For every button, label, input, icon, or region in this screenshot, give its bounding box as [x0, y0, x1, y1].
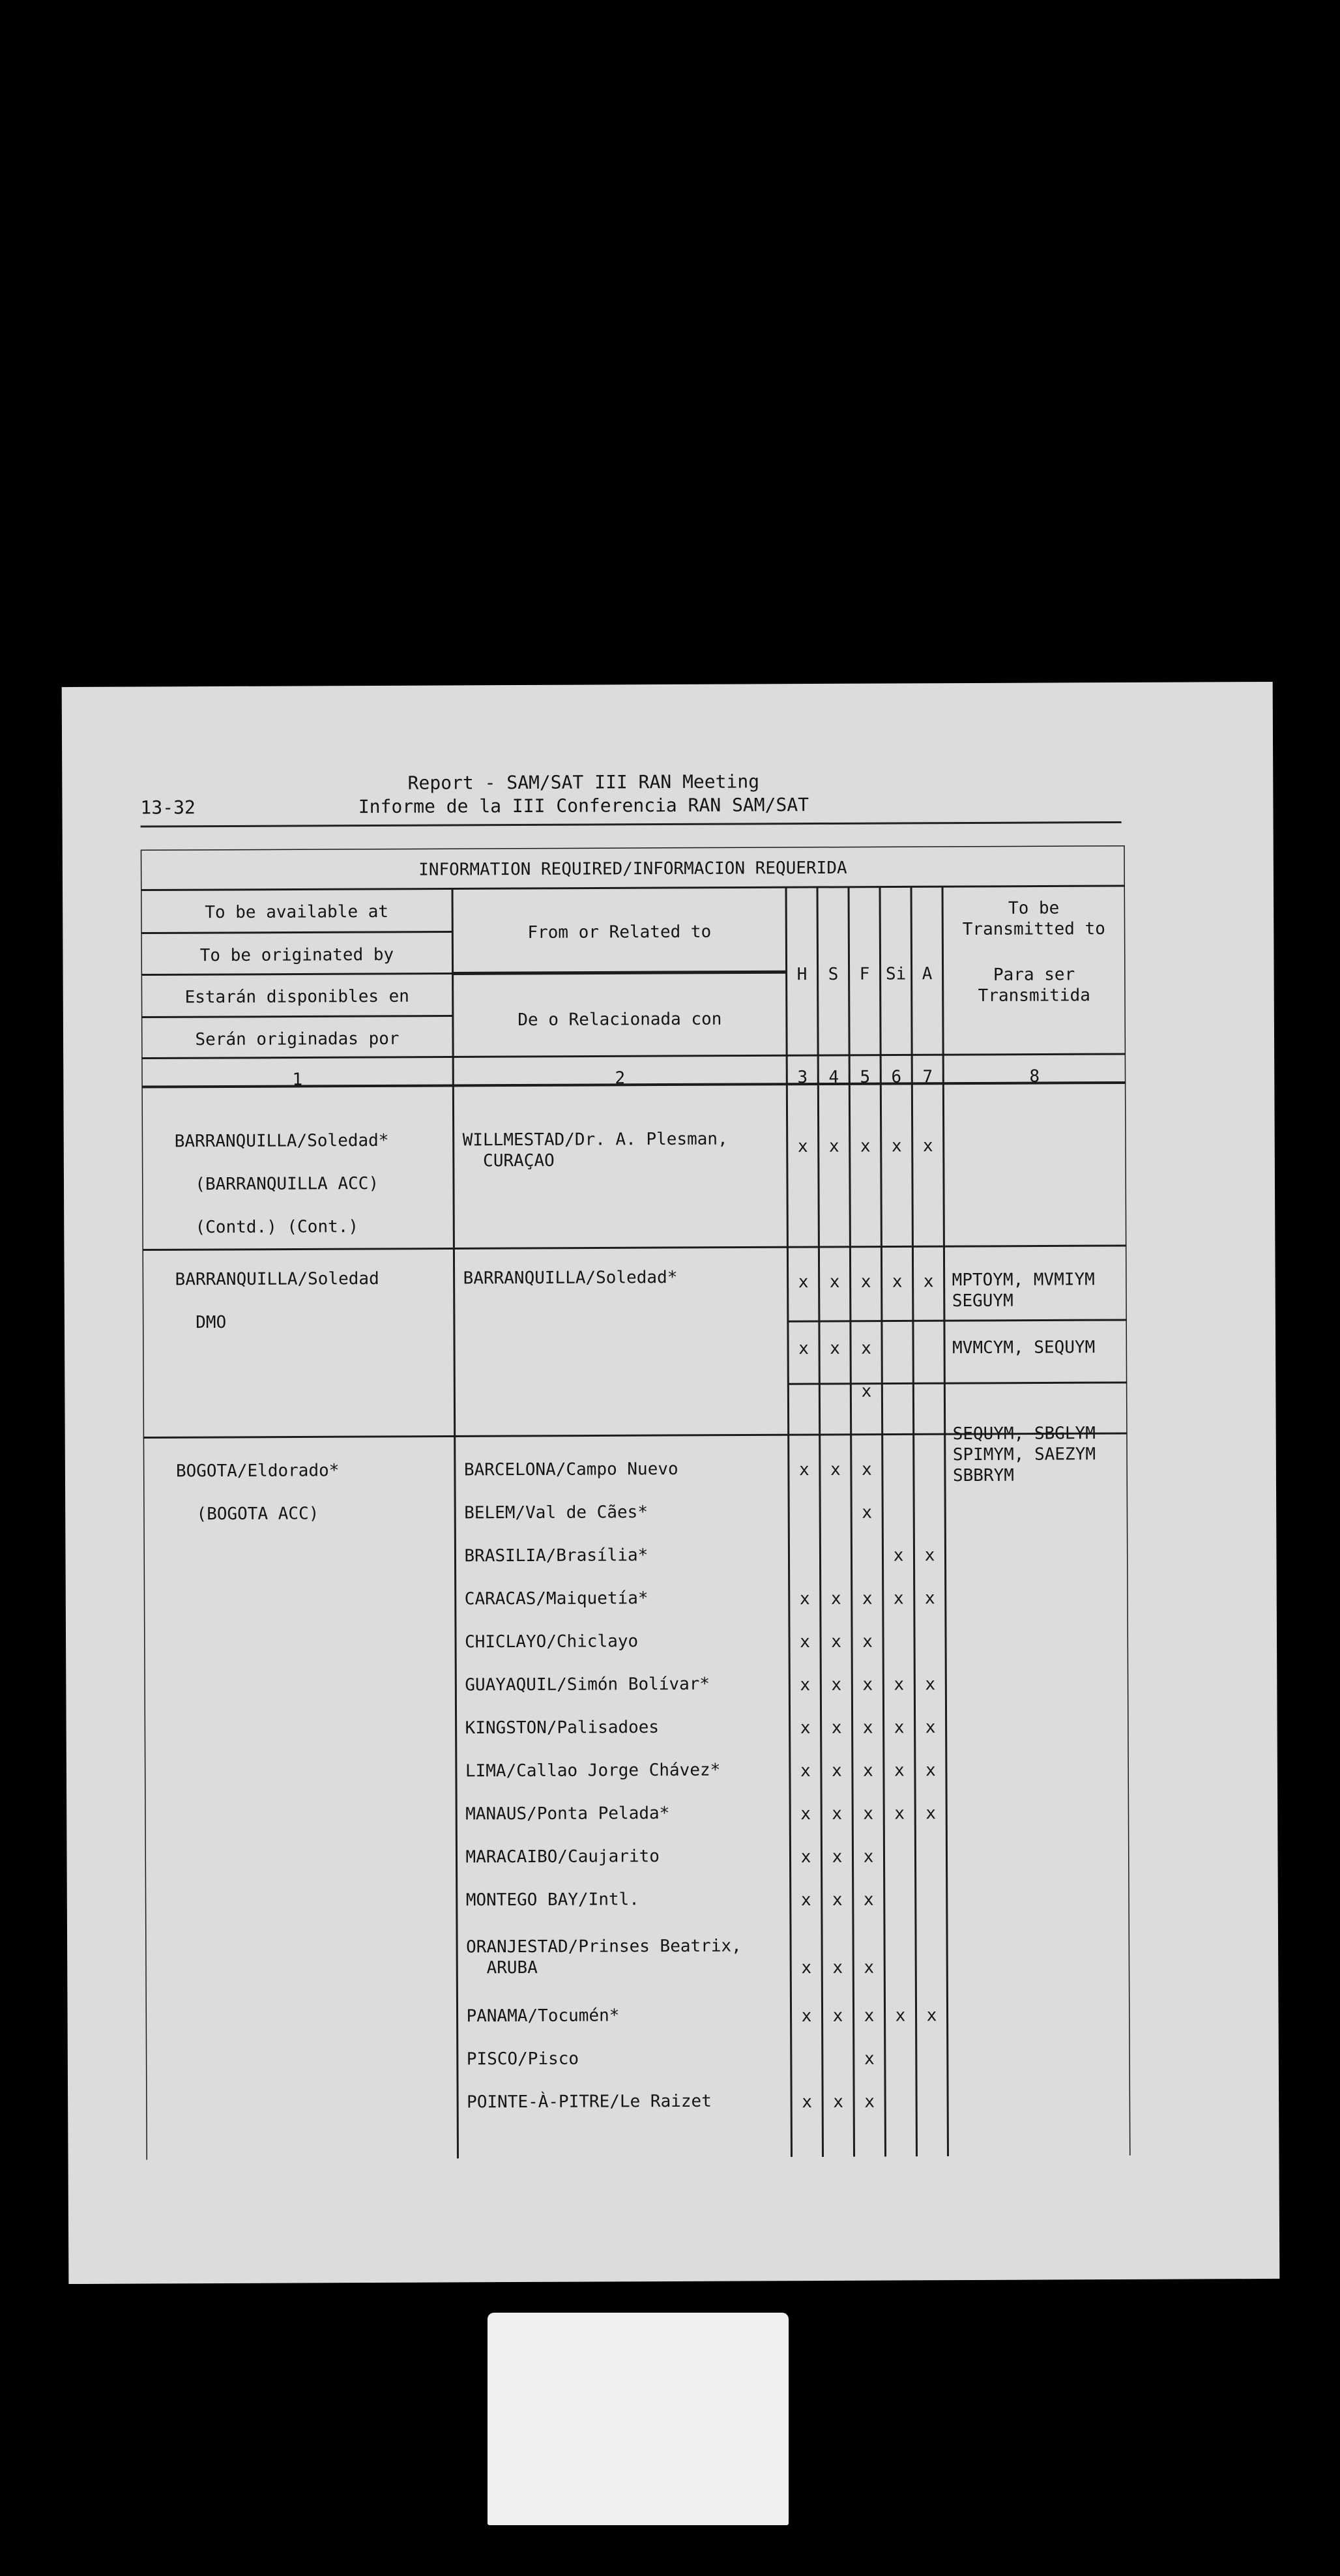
type-mark: x	[894, 1675, 905, 1695]
type-mark: x	[800, 1718, 811, 1738]
location-cell: MONTEGO BAY/Intl.	[465, 1890, 639, 1910]
type-mark: x	[800, 1675, 811, 1695]
location-cell: BELEM/Val de Cães*	[464, 1502, 648, 1523]
location-cell: KINGSTON/Palisadoes	[465, 1718, 660, 1738]
column-number-8: 8	[1029, 1066, 1040, 1087]
station-line: BOGOTA/Eldorado*	[175, 1461, 340, 1482]
type-mark: x	[800, 1890, 811, 1910]
type-mark: x	[864, 2049, 875, 2069]
type-mark: x	[830, 1588, 841, 1609]
report-title-spanish: Informe de la III Conferencia RAN SAM/SAT	[358, 794, 809, 818]
grid-line	[141, 931, 452, 933]
paper-slip	[488, 2313, 789, 2525]
grid-line	[1125, 845, 1131, 2156]
location-cell: WILLMESTAD/Dr. A. Plesman, CURAÇAO	[462, 1129, 728, 1171]
type-mark: x	[862, 1632, 873, 1652]
type-mark: x	[831, 1675, 842, 1695]
type-mark: x	[925, 1675, 936, 1695]
header-rule	[141, 821, 1122, 828]
location-cell: CHICLAYO/Chiclayo	[464, 1632, 639, 1652]
location-cell: MARACAIBO/Caujarito	[465, 1847, 660, 1867]
type-mark: x	[832, 1957, 843, 1978]
grid-line	[453, 972, 787, 973]
type-mark: x	[891, 1136, 902, 1156]
type-mark: x	[828, 1136, 839, 1156]
grid-line	[141, 845, 1125, 850]
table-main-heading: INFORMATION REQUIRED/INFORMACION REQUERIDA	[418, 858, 847, 880]
type-mark: x	[923, 1272, 934, 1292]
type-mark: x	[862, 1459, 872, 1480]
grid-line	[141, 1054, 1126, 1059]
column-number-6: 6	[891, 1067, 902, 1087]
column-number-1: 1	[292, 1070, 303, 1090]
location-cell: CARACAS/Maiquetía*	[464, 1588, 648, 1609]
type-mark: x	[831, 1632, 841, 1652]
type-mark: x	[800, 1761, 811, 1781]
location-cell: BRASILIA/Brasília*	[464, 1545, 648, 1566]
type-mark: x	[924, 1545, 935, 1566]
location-cell: PISCO/Pisco	[466, 2049, 579, 2070]
type-mark: x	[798, 1272, 809, 1293]
type-header-si: Si	[885, 964, 907, 984]
type-header-a: A	[922, 964, 933, 984]
type-mark: x	[832, 1847, 843, 1867]
type-mark: x	[926, 2006, 937, 2026]
column-number-2: 2	[615, 1068, 626, 1089]
type-mark: x	[799, 1460, 809, 1480]
type-mark: x	[830, 1459, 841, 1480]
location-cell: ORANJESTAD/Prinses Beatrix, ARUBA	[466, 1936, 742, 1978]
type-mark: x	[893, 1545, 904, 1566]
type-mark: x	[860, 1272, 871, 1292]
type-mark: x	[925, 1718, 936, 1738]
type-mark: x	[894, 1718, 905, 1738]
grid-line	[142, 1246, 1126, 1250]
type-mark: x	[864, 2006, 875, 2026]
grid-line	[788, 1320, 1127, 1321]
type-mark: x	[799, 1589, 810, 1609]
type-mark: x	[924, 1588, 935, 1609]
type-mark: x	[893, 1588, 904, 1609]
type-header-s: S	[828, 964, 839, 984]
information-table	[141, 845, 1131, 2160]
column-number-4: 4	[828, 1067, 839, 1087]
report-title-english: Report - SAM/SAT III RAN Meeting	[407, 770, 760, 794]
type-mark: x	[922, 1136, 933, 1156]
type-mark: x	[830, 1338, 840, 1358]
location-cell: BARRANQUILLA/Soledad*	[463, 1267, 678, 1289]
location-cell: MANAUS/Ponta Pelada*	[465, 1804, 670, 1824]
col1-header-available: To be available at	[205, 901, 389, 923]
location-cell: BARCELONA/Campo Nuevo	[463, 1459, 678, 1480]
type-mark: x	[863, 1761, 873, 1781]
type-mark: x	[801, 1958, 812, 1978]
type-mark: x	[862, 1502, 873, 1523]
page-number: 13-32	[140, 797, 196, 819]
location-cell: LIMA/Callao Jorge Chávez*	[465, 1760, 721, 1781]
column-number-5: 5	[860, 1067, 871, 1087]
scanned-page	[62, 682, 1280, 2284]
type-mark: x	[863, 1804, 874, 1824]
type-mark: x	[801, 2006, 812, 2027]
station-line: (BOGOTA ACC)	[176, 1504, 319, 1525]
type-mark: x	[861, 1338, 871, 1358]
type-mark: x	[863, 1890, 874, 1910]
type-mark: x	[833, 2092, 844, 2112]
type-mark: x	[800, 1847, 811, 1867]
type-mark: x	[802, 2092, 813, 2113]
col2-header-spanish: De o Relacionada con	[517, 1009, 722, 1031]
type-mark: x	[831, 1718, 842, 1738]
location-cell: POINTE-À-PITRE/Le Raizet	[467, 2091, 712, 2113]
transmit-cell: MPTOYM, MVMIYM SEGUYM	[952, 1270, 1095, 1311]
transmit-cell: SEQUYM, SBGLYM SPIMYM, SAEZYM SBBRYM	[952, 1424, 1096, 1486]
column-number-7: 7	[922, 1067, 933, 1087]
station-line: DMO	[175, 1312, 227, 1333]
grid-line	[788, 1383, 1127, 1384]
type-mark: x	[798, 1339, 809, 1359]
type-mark: x	[829, 1272, 840, 1292]
type-mark: x	[832, 1804, 843, 1824]
type-mark: x	[925, 1761, 936, 1781]
grid-line	[141, 886, 1125, 890]
type-mark: x	[863, 1847, 874, 1867]
station-line: (Contd.) (Cont.)	[175, 1217, 359, 1238]
type-header-f: F	[859, 964, 870, 984]
col2-header-english: From or Related to	[527, 922, 712, 943]
type-mark: x	[892, 1272, 903, 1292]
type-mark: x	[797, 1137, 808, 1157]
type-mark: x	[894, 1761, 905, 1781]
type-mark: x	[862, 1675, 873, 1695]
grid-line	[141, 973, 453, 974]
station-line: (BARRANQUILLA ACC)	[174, 1173, 379, 1195]
type-mark: x	[861, 1381, 872, 1401]
col1-header-originated: To be originated by	[199, 944, 394, 966]
type-mark: x	[894, 1804, 905, 1824]
station-line: BARRANQUILLA/Soledad	[175, 1268, 379, 1290]
type-mark: x	[832, 1890, 843, 1910]
location-cell: GUAYAQUIL/Simón Bolívar*	[465, 1674, 710, 1695]
type-mark: x	[864, 2092, 875, 2112]
col8-header-spanish: Para ser Transmitida	[978, 965, 1090, 1006]
type-mark: x	[864, 1957, 875, 1978]
type-mark: x	[862, 1718, 873, 1738]
station-line: BARRANQUILLA/Soledad*	[174, 1130, 389, 1152]
grid-line	[141, 1016, 453, 1017]
location-cell: PANAMA/Tocumén*	[466, 2006, 620, 2027]
type-mark: x	[925, 1804, 937, 1824]
column-number-3: 3	[797, 1068, 808, 1088]
type-mark: x	[895, 2006, 906, 2026]
transmit-cell: MVMCYM, SEQUYM	[952, 1338, 1096, 1358]
type-mark: x	[800, 1632, 810, 1652]
type-mark: x	[832, 1761, 842, 1781]
type-header-h: H	[796, 965, 808, 985]
col8-header-english: To be Transmitted to	[962, 898, 1105, 940]
type-mark: x	[800, 1804, 811, 1824]
type-mark: x	[862, 1588, 873, 1609]
type-mark: x	[860, 1136, 871, 1156]
type-mark: x	[832, 2006, 843, 2026]
col1-header-originadas: Serán originadas por	[195, 1029, 400, 1050]
col1-header-disponibles: Estarán disponibles en	[184, 986, 409, 1008]
